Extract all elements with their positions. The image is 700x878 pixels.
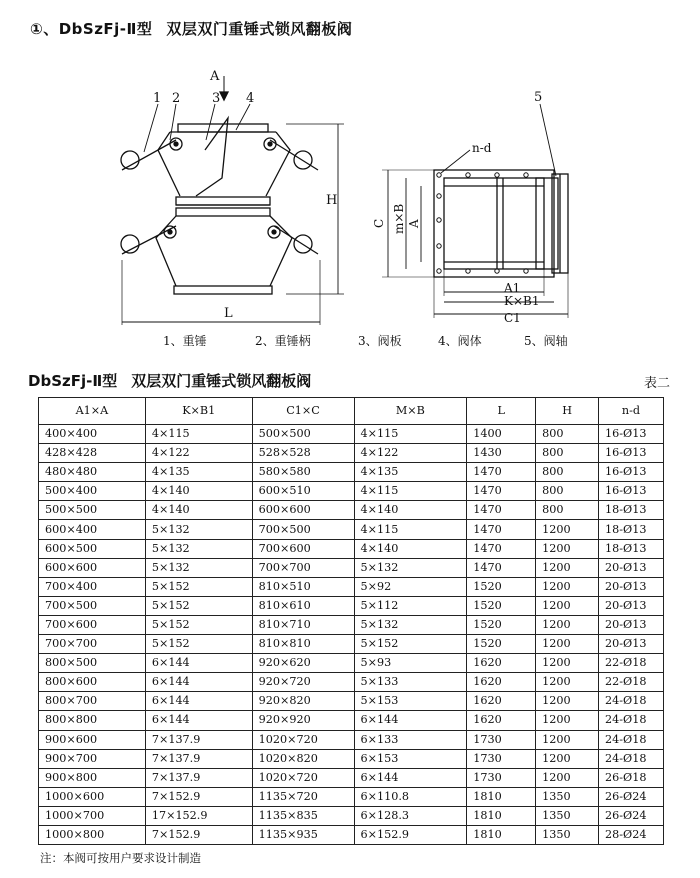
table-cell: 20-Ø13 [599,635,664,654]
table-cell: 5×112 [354,596,467,615]
table-cell: 810×810 [252,635,354,654]
label-a: A [210,69,220,84]
table-cell: 900×700 [39,749,146,768]
table-cell: 600×600 [39,558,146,577]
table-cell: 7×152.9 [145,787,252,806]
table-cell: 810×510 [252,577,354,596]
table-cell: 4×115 [145,425,252,444]
front-view-labels [153,69,337,321]
table-cell: 5×152 [145,615,252,634]
table-cell: 4×140 [354,501,467,520]
table-header-row [39,398,664,425]
table-cell: 20-Ø13 [599,577,664,596]
table-cell: 7×152.9 [145,825,252,844]
table-row [39,768,664,787]
table-cell: 24-Ø18 [599,749,664,768]
table-cell: 800 [536,425,599,444]
table-cell: 7×137.9 [145,730,252,749]
table-cell: 1810 [467,825,536,844]
table-cell: 1520 [467,635,536,654]
spec-table [38,397,664,845]
table-cell: 5×132 [145,558,252,577]
label-a-side: A [407,219,421,228]
caption-flap: 3、阀板 [358,334,402,348]
table-cell: 20-Ø13 [599,558,664,577]
table-cell: 5×132 [354,558,467,577]
label-h: H [326,193,338,208]
table-cell: 428×428 [39,444,146,463]
caption-shaft: 5、阀轴 [524,334,568,348]
table-cell: 920×720 [252,673,354,692]
table-cell: 5×152 [354,635,467,654]
heading-model: ①、DbSzFj-Ⅱ型 [30,20,153,38]
table-cell: 1430 [467,444,536,463]
table-cell: 5×152 [145,635,252,654]
valve-drawing [0,55,700,325]
table-cell: 1200 [536,730,599,749]
table-cell: 1470 [467,482,536,501]
table-cell: 810×610 [252,596,354,615]
table-cell: 920×920 [252,711,354,730]
table-number: 表二 [643,376,670,391]
table-cell: 1400 [467,425,536,444]
table-cell: 5×133 [354,673,467,692]
label-n-d: n-d [472,141,492,155]
table-cell: 900×600 [39,730,146,749]
column-header: n-d [599,398,664,425]
table-cell: 500×500 [252,425,354,444]
table-cell: 700×700 [39,635,146,654]
table-cell: 800×600 [39,673,146,692]
table-cell: 24-Ø18 [599,711,664,730]
table-row [39,806,664,825]
table-cell: 5×152 [145,577,252,596]
table-cell: 17×152.9 [145,806,252,825]
table-row [39,444,664,463]
table-cell: 4×115 [354,520,467,539]
table-row [39,711,664,730]
table-cell: 26-Ø18 [599,768,664,787]
column-header: L [467,398,536,425]
table-row [39,501,664,520]
table-cell: 20-Ø13 [599,596,664,615]
table-cell: 16-Ø13 [599,444,664,463]
label-2: 2 [172,91,181,106]
column-header: A1×A [39,398,146,425]
table-cell: 400×400 [39,425,146,444]
column-header: C1×C [252,398,354,425]
table-body [39,425,664,845]
table-cell: 700×500 [39,596,146,615]
table-cell: 1200 [536,654,599,673]
table-cell: 1470 [467,463,536,482]
table-row [39,425,664,444]
footnote: 注：本阀可按用户要求设计制造 [40,851,201,865]
table-cell: 1620 [467,711,536,730]
table-row [39,615,664,634]
table-cell: 800 [536,501,599,520]
table-cell: 4×140 [145,482,252,501]
table-cell: 6×110.8 [354,787,467,806]
table-cell: 600×500 [39,539,146,558]
table-cell: 7×137.9 [145,768,252,787]
table-cell: 28-Ø24 [599,825,664,844]
table-cell: 5×132 [145,520,252,539]
side-view [382,104,568,318]
table-cell: 6×144 [145,692,252,711]
table-cell: 5×152 [145,596,252,615]
column-header: M×B [354,398,467,425]
side-view-labels [372,90,542,325]
table-cell: 4×135 [354,463,467,482]
table-cell: 18-Ø13 [599,520,664,539]
table-row [39,596,664,615]
table-cell: 1200 [536,768,599,787]
caption-body: 4、阀体 [438,334,482,348]
table-cell: 700×700 [252,558,354,577]
table-cell: 5×132 [354,615,467,634]
table-cell: 1200 [536,558,599,577]
table-cell: 6×144 [354,768,467,787]
page-heading [30,18,352,39]
table-cell: 1470 [467,501,536,520]
table-cell: 1020×720 [252,730,354,749]
table-cell: 5×92 [354,577,467,596]
table-cell: 4×115 [354,425,467,444]
label-5: 5 [534,90,543,105]
column-header: K×B1 [145,398,252,425]
table-cell: 22-Ø18 [599,654,664,673]
label-m-b: m×B [392,203,406,234]
table-cell: 1810 [467,787,536,806]
table-cell: 1000×600 [39,787,146,806]
table-cell: 5×93 [354,654,467,673]
table-cell: 1470 [467,558,536,577]
table-cell: 1020×720 [252,768,354,787]
table-row [39,635,664,654]
table-cell: 6×153 [354,749,467,768]
table-cell: 7×137.9 [145,749,252,768]
table-cell: 4×140 [145,501,252,520]
table-cell: 1730 [467,749,536,768]
column-header: H [536,398,599,425]
table-cell: 920×620 [252,654,354,673]
heading-name: 双层双门重锤式锁风翻板阀 [166,20,353,38]
label-a1: A1 [504,281,521,295]
table-cell: 6×144 [145,654,252,673]
table-cell: 6×144 [354,711,467,730]
table-cell: 1520 [467,577,536,596]
table-cell: 1730 [467,768,536,787]
table-cell: 600×400 [39,520,146,539]
table-cell: 26-Ø24 [599,787,664,806]
table-cell: 26-Ø24 [599,806,664,825]
table-cell: 1350 [536,787,599,806]
table-cell: 1200 [536,635,599,654]
label-l: L [224,306,233,321]
table-row [39,730,664,749]
label-4: 4 [246,91,255,106]
table-cell: 4×115 [354,482,467,501]
table-cell: 700×600 [252,539,354,558]
caption-weight-handle: 2、重锤柄 [255,334,311,348]
table-cell: 1000×700 [39,806,146,825]
table-cell: 6×144 [145,711,252,730]
table-cell: 1520 [467,596,536,615]
table-cell: 6×144 [145,673,252,692]
table-cell: 16-Ø13 [599,482,664,501]
table-cell: 22-Ø18 [599,673,664,692]
table-row [39,482,664,501]
table-cell: 20-Ø13 [599,615,664,634]
table-cell: 800×700 [39,692,146,711]
table-cell: 1200 [536,673,599,692]
table-cell: 6×128.3 [354,806,467,825]
caption-weight: 1、重锤 [163,334,207,348]
table-cell: 1520 [467,615,536,634]
table-title-name: 双层双门重锤式锁风翻板阀 [131,372,312,390]
table-cell: 810×710 [252,615,354,634]
table-cell: 24-Ø18 [599,692,664,711]
table-cell: 1620 [467,654,536,673]
table-cell: 900×800 [39,768,146,787]
table-cell: 1020×820 [252,749,354,768]
table-cell: 1135×935 [252,825,354,844]
table-cell: 500×400 [39,482,146,501]
table-cell: 1200 [536,520,599,539]
table-row [39,539,664,558]
table-cell: 700×400 [39,577,146,596]
table-cell: 1350 [536,825,599,844]
table-cell: 800 [536,482,599,501]
label-k-b1: K×B1 [504,294,540,308]
table-cell: 4×135 [145,463,252,482]
table-cell: 4×122 [354,444,467,463]
table-cell: 800 [536,463,599,482]
table-row [39,558,664,577]
table-cell: 700×500 [252,520,354,539]
table-cell: 1000×800 [39,825,146,844]
table-cell: 700×600 [39,615,146,634]
table-cell: 600×510 [252,482,354,501]
table-cell: 800×800 [39,711,146,730]
table-cell: 18-Ø13 [599,539,664,558]
table-cell: 920×820 [252,692,354,711]
table-cell: 1200 [536,577,599,596]
table-title-model: DbSzFj-Ⅱ型 [28,372,118,390]
table-cell: 24-Ø18 [599,730,664,749]
table-cell: 1200 [536,596,599,615]
label-3: 3 [212,91,221,106]
table-cell: 1620 [467,692,536,711]
table-cell: 1135×720 [252,787,354,806]
table-cell: 16-Ø13 [599,463,664,482]
table-title [28,370,311,391]
table-cell: 1200 [536,711,599,730]
table-cell: 528×528 [252,444,354,463]
label-c: C [372,218,386,228]
table-cell: 1200 [536,749,599,768]
table-cell: 1200 [536,615,599,634]
table-cell: 1810 [467,806,536,825]
table-cell: 1350 [536,806,599,825]
label-c1: C1 [504,311,521,325]
table-cell: 1470 [467,539,536,558]
table-cell: 1620 [467,673,536,692]
table-cell: 18-Ø13 [599,501,664,520]
table-cell: 580×580 [252,463,354,482]
table-row [39,787,664,806]
table-cell: 1200 [536,539,599,558]
table-cell: 4×140 [354,539,467,558]
table-cell: 800×500 [39,654,146,673]
table-cell: 4×122 [145,444,252,463]
table-cell: 5×153 [354,692,467,711]
table-row [39,577,664,596]
table-cell: 1730 [467,730,536,749]
table-row [39,520,664,539]
table-cell: 1470 [467,520,536,539]
table-cell: 1200 [536,692,599,711]
table-cell: 6×152.9 [354,825,467,844]
label-1: 1 [153,91,162,106]
table-cell: 1135×835 [252,806,354,825]
front-view [121,76,344,325]
table-cell: 5×132 [145,539,252,558]
table-cell: 16-Ø13 [599,425,664,444]
table-row [39,825,664,844]
table-cell: 480×480 [39,463,146,482]
table-cell: 500×500 [39,501,146,520]
table-row [39,749,664,768]
table-cell: 6×133 [354,730,467,749]
table-cell: 600×600 [252,501,354,520]
table-cell: 800 [536,444,599,463]
table-row [39,692,664,711]
table-row [39,463,664,482]
table-row [39,654,664,673]
table-row [39,673,664,692]
